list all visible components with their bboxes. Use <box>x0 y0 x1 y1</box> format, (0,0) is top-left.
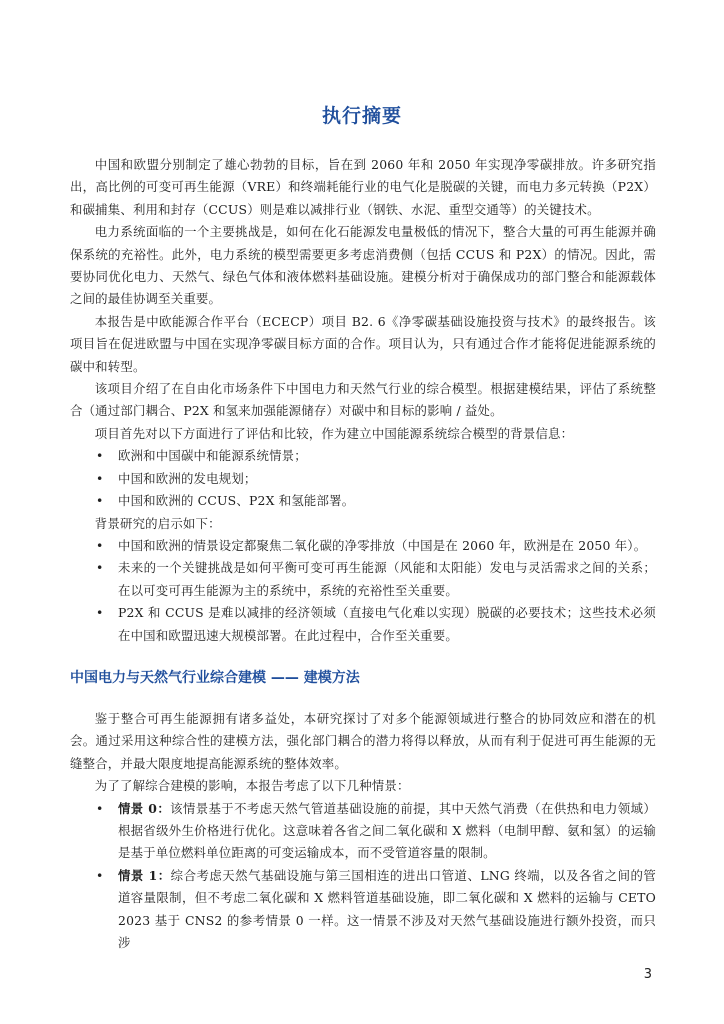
page-number: 3 <box>643 967 652 982</box>
paragraph: 该项目介绍了在自由化市场条件下中国电力和天然气行业的综合模型。根据建模结果，评估了系统整合（通过部门耦合、P2X 和氢来加强能源储存）对碳中和目标的影响 / 益处。 <box>70 381 656 419</box>
scenario-text: 该情景基于不考虑天然气管道基础设施的前提，其中天然气消费（在供热和电力领域）根据省级外生价格进行优化。这意味着各省之间二氧化碳和 X 燃料（电制甲醇、氨和氢）的运输是基于单位燃料单位距离的可变运输成本，而不受管道容量的限制。 <box>118 800 657 861</box>
list-item: • 欧洲和中国碳中和能源系统情景； <box>70 445 656 467</box>
background-list <box>70 445 656 512</box>
paragraph: 背景研究的启示如下： <box>94 515 221 531</box>
list-item: • 中国和欧洲的情景设定都聚焦二氧化碳的净零排放（中国是在 2060 年，欧洲是在 2050 年）。 <box>70 535 656 557</box>
paragraph: 项目首先对以下方面进行了评估和比较，作为建立中国能源系统综合模型的背景信息： <box>94 425 574 441</box>
scenario-item <box>70 798 656 865</box>
paragraph: 为了了解综合建模的影响，本报告考虑了以下几种情景： <box>94 778 410 794</box>
scenario-item <box>70 865 656 955</box>
paragraph: 鉴于整合可再生能源拥有诸多益处，本研究探讨了对多个能源领域进行整合的协同效应和潜在的机会。通过采用这种综合性的建模方法，强化部门耦合的潜力将得以释放，从而有利于促进可再生能源的无缝整合，并最大限度地提高能源系统的整体效率。 <box>70 710 656 771</box>
list-item: • 中国和欧洲的发电规划； <box>70 468 656 490</box>
scenario-text: 综合考虑天然气基础设施与第三国相连的进出口管道、LNG 终端，以及各省之间的管道容量限制，但不考虑二氧化碳和 X 燃料管道基础设施，即二氧化碳和 X 燃料的运输与 CETO 2023 基于 CNS2 的参考情景 0 一样。这一情景不涉及对天然气基础设施进行额外投资，而只涉 <box>118 867 656 950</box>
list-item: • 中国和欧洲的 CCUS、P2X 和氢能部署。 <box>70 490 656 512</box>
scenario-label: 情景 0： <box>118 800 171 816</box>
findings-list <box>70 535 656 647</box>
scenario-label: 情景 1： <box>118 867 171 883</box>
paragraph: 本报告是中欧能源合作平台（ECECP）项目 B2. 6《净零碳基础设施投资与技术》的最终报告。该项目旨在促进欧盟与中国在实现净零碳目标方面的合作。项目认为，只有通过合作才能将促进能源系统的碳中和转型。 <box>70 313 656 374</box>
document-body <box>70 154 656 954</box>
list-item: • 未来的一个关键挑战是如何平衡可变可再生能源（风能和太阳能）发电与灵活需求之间的关系；在以可变可再生能源为主的系统中，系统的充裕性至关重要。 <box>70 557 656 602</box>
scenario-list <box>70 798 656 955</box>
page-title: 执行摘要 <box>321 105 402 127</box>
paragraph: 电力系统面临的一个主要挑战是，如何在化石能源发电量极低的情况下，整合大量的可再生能源并确保系统的充裕性。此外，电力系统的模型需要更多考虑消费侧（包括 CCUS 和 P2X）的情况。因此，需要协同优化电力、天然气、绿色气体和液体燃料基础设施。建模分析对于确保成功的部门整合和能源载体之间的最佳协调至关重要。 <box>70 224 656 307</box>
section-heading: 中国电力与天然气行业综合建模 —— 建模方法 <box>70 669 360 686</box>
list-item: • P2X 和 CCUS 是难以减排的经济领域（直接电气化难以实现）脱碳的必要技术；这些技术必须在中国和欧盟迅速大规模部署。在此过程中，合作至关重要。 <box>70 602 656 647</box>
paragraph: 中国和欧盟分别制定了雄心勃勃的目标，旨在到 2060 年和 2050 年实现净零碳排放。许多研究指出，高比例的可变可再生能源（VRE）和终端耗能行业的电气化是脱碳的关键，而电力多元转换（P2X）和碳捕集、利用和封存（CCUS）则是难以减排行业（钢铁、水泥、重型交通等）的关键技术。 <box>70 157 656 217</box>
